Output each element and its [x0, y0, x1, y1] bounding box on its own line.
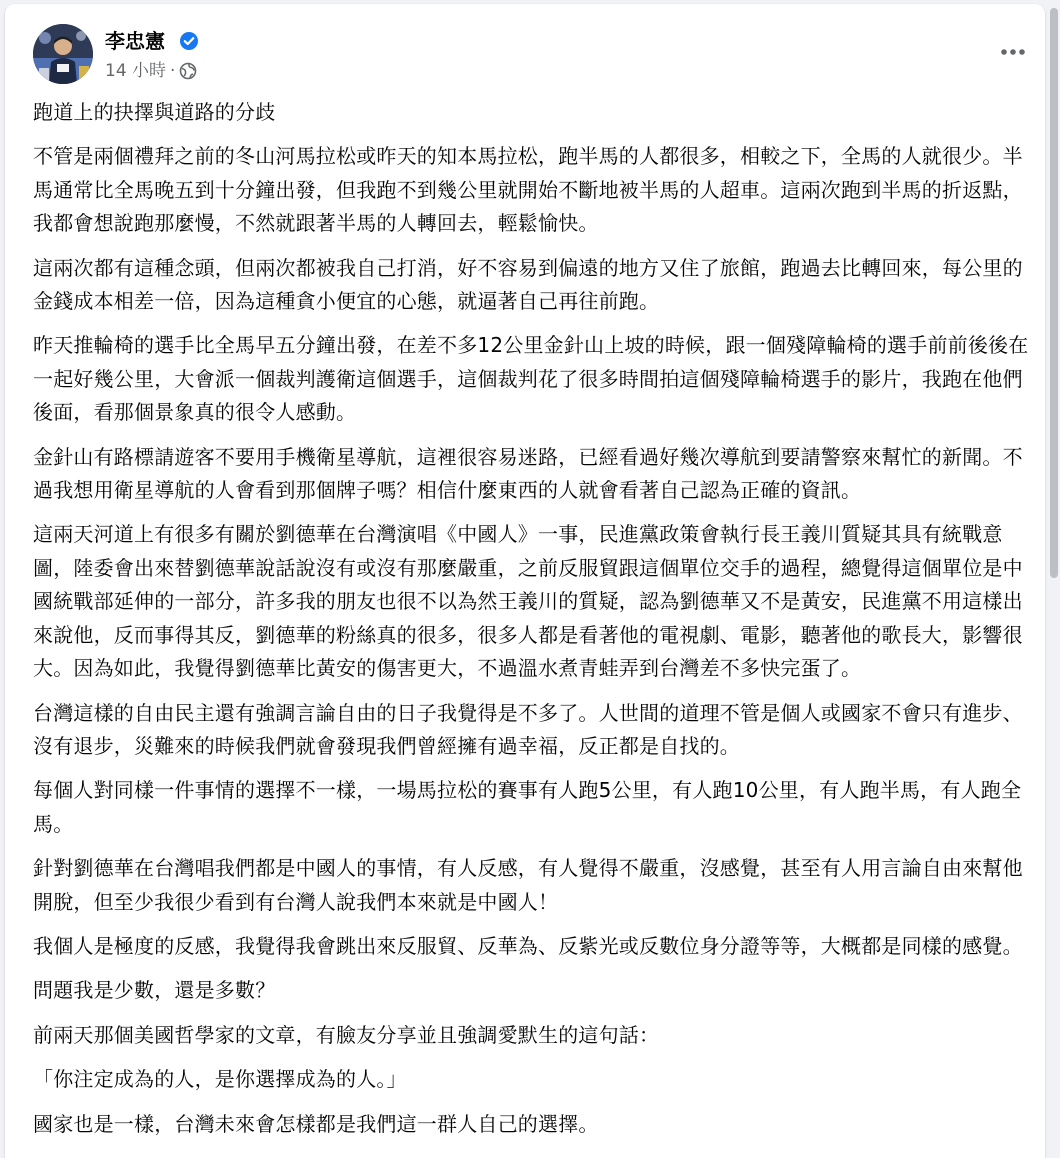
- post-paragraph: 每個人對同樣一件事情的選擇不一樣，一場馬拉松的賽事有人跑5公里，有人跑10公里，有人跑半馬，有人跑全馬。: [33, 778, 1022, 836]
- author-avatar[interactable]: [33, 24, 93, 84]
- more-dots-icon: [1000, 48, 1026, 56]
- profile-photo-runner: [33, 24, 93, 84]
- meta-separator: ·: [170, 61, 176, 81]
- more-options-button[interactable]: [995, 34, 1031, 70]
- post-paragraph: 昨天推輪椅的選手比全馬早五分鐘出發，在差不多12公里金針山上坡的時候，跟一個殘障輪椅的選手前前後後在一起好幾公里，大會派一個裁判護衛這個選手，這個裁判花了很多時間拍這個殘障輪椅選手的影片，我跑在他們後面，看那個景象真的很令人感動。: [33, 333, 1029, 425]
- globe-icon[interactable]: [179, 62, 197, 80]
- post-card: [5, 4, 1045, 1158]
- post-paragraph: 針對劉德華在台灣唱我們都是中國人的事情，有人反感，有人覺得不嚴重，沒感覺，甚至有人用言論自由來幫他開脫，但至少我很少看到有台灣人說我們本來就是中國人！: [33, 856, 1023, 914]
- scrollbar-thumb[interactable]: [1050, 8, 1058, 578]
- post-paragraph: 不管是兩個禮拜之前的冬山河馬拉松或昨天的知本馬拉松，跑半馬的人都很多，相較之下，全馬的人就很少。半馬通常比全馬晚五到十分鐘出發，但我跑不到幾公里就開始不斷地被半馬的人超車。這兩次跑到半馬的折返點，我都會想說跑那麼慢，不然就跟著半馬的人轉回去，輕鬆愉快。: [33, 144, 1023, 236]
- post-paragraph: 金針山有路標請遊客不要用手機衛星導航，這裡很容易迷路，已經看過好幾次導航到要請警察來幫忙的新聞。不過我想用衛星導航的人會看到那個牌子嗎？相信什麼東西的人就會看著自己認為正確的資訊。: [33, 444, 1023, 503]
- verified-badge-icon: [179, 31, 199, 51]
- post-paragraph: 國家也是一樣，台灣未來會怎樣都是我們這一群人自己的選擇。: [33, 1111, 599, 1136]
- author-name[interactable]: 李忠憲: [105, 29, 165, 53]
- post-paragraph: 台灣這樣的自由民主還有強調言論自由的日子我覺得是不多了。人世間的道理不管是個人或國家不會只有進步、沒有退步，災難來的時候我們就會發現我們曾經擁有過幸福，反正都是自找的。: [33, 700, 1023, 758]
- post-title: 跑道上的抉擇與道路的分歧: [33, 100, 276, 124]
- post-header: [5, 4, 1045, 94]
- post-paragraph: 這兩天河道上有很多有關於劉德華在台灣演唱《中國人》一事，民進黨政策會執行長王義川質疑其具有統戰意圖，陸委會出來替劉德華說話說沒有或沒有那麼嚴重，之前反服貿跟這個單位交手的過程，總覺得這個單位是中國統戰部延伸的一部分，許多我的朋友也很不以為然王義川的質疑，認為劉德華又不是黃安，民進黨不用這樣出來說他，反而事得其反，劉德華的粉絲真的很多，很多人都是看著他的電視劇、電影，聽著他的歌長大，影響很大。因為如此，我覺得劉德華比黃安的傷害更大，不過溫水煮青蛙弄到台灣差不多快完蛋了。: [33, 522, 1023, 681]
- post-meta: [105, 60, 197, 82]
- post-quote: 「你注定成為的人，是你選擇成為的人。」: [33, 1067, 407, 1092]
- post-paragraph: 問題我是少數，還是多數？: [33, 978, 276, 1003]
- post-paragraph: 我個人是極度的反感，我覺得我會跳出來反服貿、反華為、反紫光或反數位身分證等等，大概都是同樣的感覺。: [33, 933, 1023, 958]
- post-timestamp[interactable]: 14 小時: [105, 61, 167, 81]
- post-paragraph: 前兩天那個美國哲學家的文章，有臉友分享並且強調愛默生的這句話：: [33, 1022, 660, 1047]
- post-body: [33, 96, 1033, 1152]
- post-paragraph: 這兩次都有這種念頭，但兩次都被我自己打消，好不容易到偏遠的地方又住了旅館，跑過去比轉回來，每公里的金錢成本相差一倍，因為這種貪小便宜的心態，就逼著自己再往前跑。: [33, 255, 1023, 314]
